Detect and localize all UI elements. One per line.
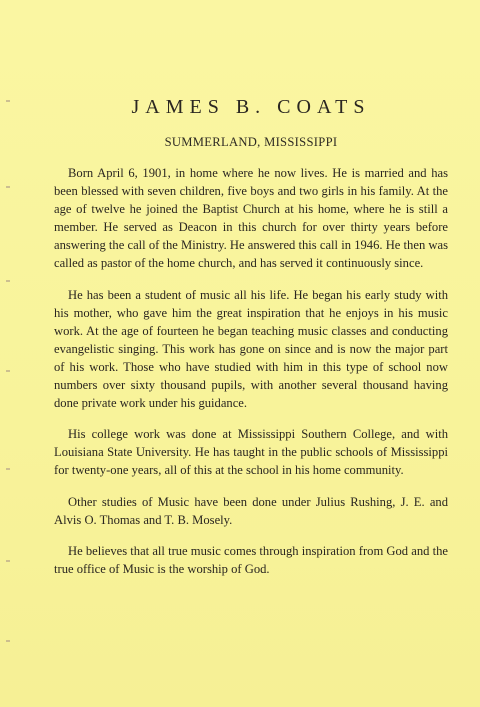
biography-location: SUMMERLAND, MISSISSIPPI xyxy=(164,135,338,149)
margin-mark xyxy=(6,280,10,282)
paragraph-beliefs: He believes that all true music comes through inspiration from God and the true office of Music is the worship of God. xyxy=(54,543,448,576)
paragraph-music-study: He has been a student of music all his life. He began his early study with his mother, who gave him the great inspiration that he enjoys in his music work. At the age of fourteen he began teaching music classes and conducting evangelistic singing. This work has gone on since and is now the major part of his work. Those who have studied with him in this type of school now numbers over sixty thousand pupils, with another several thousand having done private work under his guidance. xyxy=(54,287,448,411)
margin-mark xyxy=(6,640,10,642)
margin-mark xyxy=(6,468,10,470)
paragraph-other-studies: Other studies of Music have been done under Julius Rushing, J. E. and Alvis O. Thomas and T. B. Mosely. xyxy=(54,494,448,527)
margin-mark xyxy=(6,370,10,372)
margin-mark xyxy=(6,560,10,562)
biography-content xyxy=(54,96,448,578)
paragraph-college: His college work was done at Mississippi Southern College, and with Louisiana State University. He has taught in the public schools of Mississippi for twenty-one years, all of this at the school in his home community. xyxy=(54,427,448,478)
margin-mark xyxy=(6,100,10,102)
margin-mark xyxy=(6,186,10,188)
biography-title: JAMES B. COATS xyxy=(131,96,371,118)
paragraph-early-life: Born April 6, 1901, in home where he now lives. He is married and has been blessed with seven children, five boys and two girls in his family. At the age of twelve he joined the Baptist Church at his home, where he is still a member. He served as Deacon in this church for over thirty years before answering the call of the Ministry. He answered this call in 1946. He then was called as pastor of the home church, and has served it continuously since. xyxy=(54,166,448,271)
